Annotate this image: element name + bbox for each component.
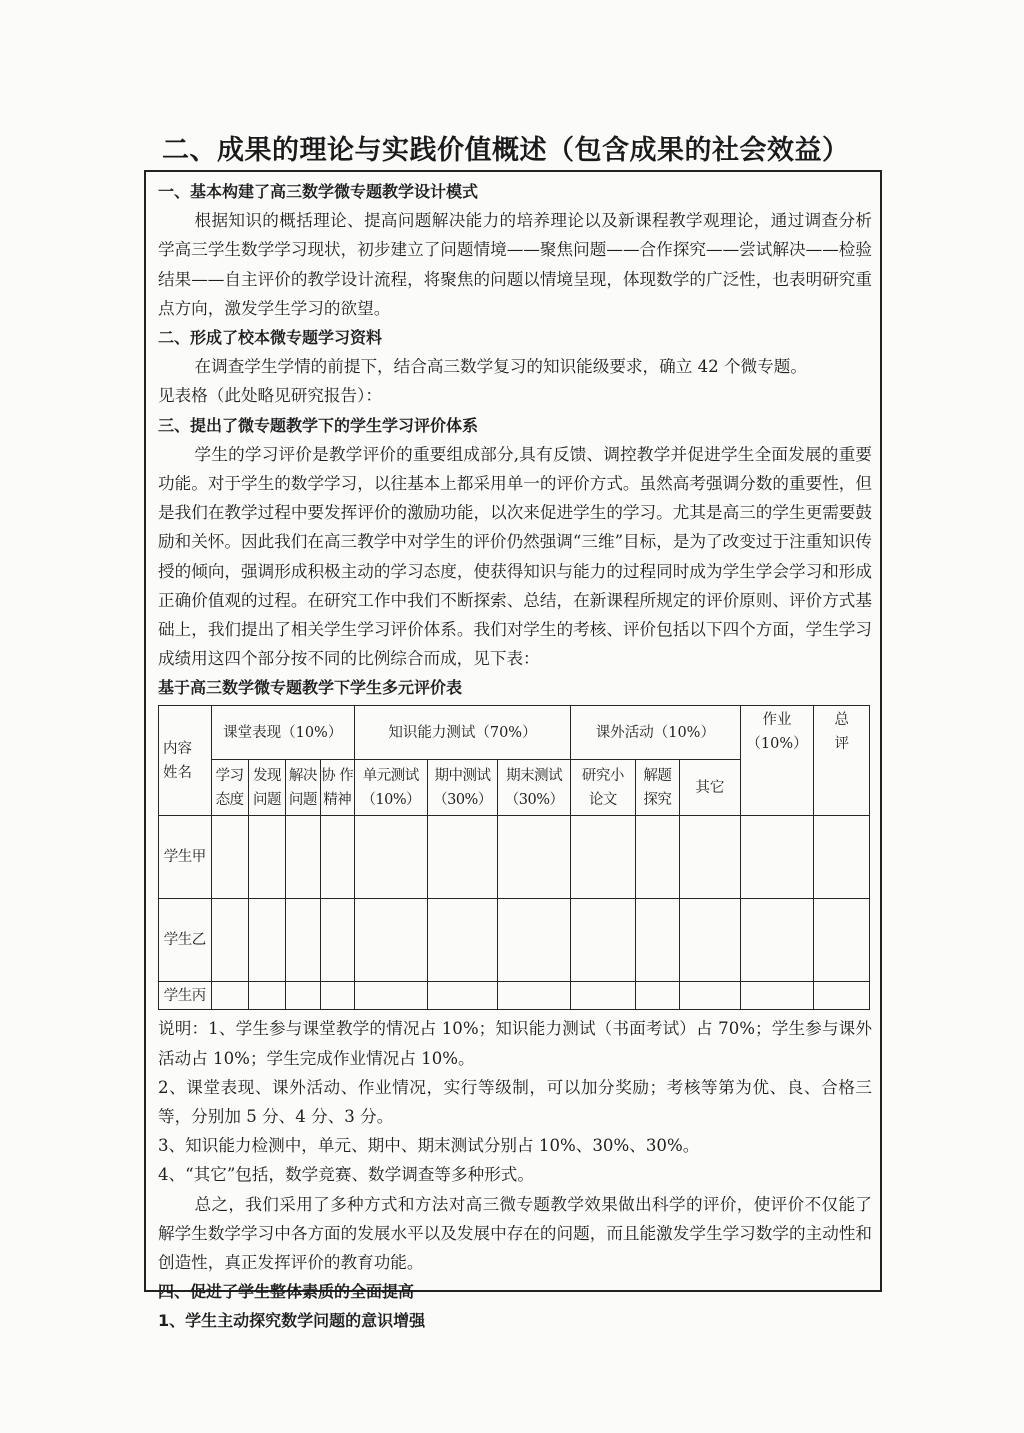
total-line1: 总: [834, 712, 849, 729]
evaluation-table: [158, 705, 870, 1010]
note-2: 2、课堂表现、课外活动、作业情况，实行等级制，可以加分奖励；考核等第为优、良、合格三等，分别加 5 分、4 分、3 分。: [158, 1077, 872, 1127]
page-title: 二、成果的理论与实践价值概述（包含成果的社会效益）: [162, 135, 850, 166]
sub-paper: 研究小 论文: [571, 760, 636, 816]
group-knowledge: 知识能力测试（70%）: [354, 706, 570, 760]
group-extracurricular: 课外活动（10%）: [571, 706, 741, 760]
section4-sub1: 1、学生主动探究数学问题的意识增强: [158, 1311, 426, 1331]
student-name: 学生甲: [159, 816, 212, 899]
sub-unit-test: 单元测试 （10%）: [354, 760, 427, 816]
corner-header: [159, 706, 212, 816]
section2-paragraph: 在调查学生学情的前提下，结合高三数学复习的知识能级要求，确立 42 个微专题。: [194, 357, 807, 377]
group-classroom: 课堂表现（10%）: [211, 706, 354, 760]
table-caption: 基于高三数学微专题教学下学生多元评价表: [158, 678, 463, 698]
sub-midterm: 期中测试 （30%）: [427, 760, 498, 816]
content-body: [158, 177, 872, 1336]
corner-line1: 内容: [163, 740, 192, 757]
corner-line2: 姓名: [163, 764, 192, 781]
section2-heading: 二、形成了校本微专题学习资料: [158, 328, 383, 348]
sub-final: 期末测试 （30%）: [498, 760, 571, 816]
total-header: [814, 706, 870, 816]
section4-heading: 四、促进了学生整体素质的全面提高: [158, 1282, 415, 1302]
table-row: [159, 982, 870, 1010]
sub-discover: 发现 问题: [248, 760, 285, 816]
table-header-row: [159, 706, 870, 760]
section1-heading: 一、基本构建了高三数学微专题教学设计模式: [158, 182, 479, 201]
sub-coop: 协 作 精神: [320, 760, 354, 816]
sub-explore: 解题 探究: [635, 760, 679, 816]
table-row: [159, 899, 870, 982]
student-name: 学生丙: [159, 982, 212, 1010]
section2-note: 见表格（此处略见研究报告）：: [158, 386, 383, 406]
sub-solve: 解决 问题: [286, 760, 320, 816]
notes: [158, 1014, 872, 1277]
summary-paragraph: 总之，我们采用了多种方式和方法对高三微专题教学效果做出科学的评价，使评价不仅能了解学生数学学习中各方面的发展水平以及发展中存在的问题，而且能激发学生学习数学的主动性和创造性，真正发挥评价的教育功能。: [158, 1194, 872, 1273]
homework-header: [740, 706, 814, 816]
section1-paragraph: 根据知识的概括理论、提高问题解决能力的培养理论以及新课程教学观理论，通过调查分析学高三学生数学学习现状，初步建立了问题情境——聚焦问题——合作探究——尝试解决——检验结果——自主评价的教学设计流程，将聚焦的问题以情境呈现，体现数学的广泛性，也表明研究重点方向，激发学生学习的欲望。: [158, 211, 872, 318]
note-1: 说明：1、学生参与课堂教学的情况占 10%；知识能力测试（书面考试）占 70%；学生参与课外活动占 10%；学生完成作业情况占 10%。: [158, 1019, 872, 1068]
section3-heading: 三、提出了微专题教学下的学生学习评价体系: [158, 415, 479, 435]
table-row: [159, 816, 870, 899]
note-4: 4、“其它”包括，数学竞赛、数学调查等多种形式。: [158, 1165, 534, 1185]
section3-paragraph: 学生的学习评价是教学评价的重要组成部分,具有反馈、调控教学并促进学生全面发展的重要功能。对于学生的数学学习，以往基本上都采用单一的评价方式。虽然高考强调分数的重要性，但是我们在教学过程中要发挥评价的激励功能，以次来促进学生的学习。尤其是高三的学生更需要鼓励和关怀。因此我们在高三教学中对学生的评价仍然强调“三维”目标，是为了改变过于注重知识传授的倾向，强调形成积极主动的学习态度，使获得知识与能力的过程同时成为学生学会学习和形成正确价值观的过程。在研究工作中我们不断探索、总结，在新课程所规定的评价原则、评价方式基础上，我们提出了相关学生学习评价体系。我们对学生的考核、评价包括以下四个方面，学生学习成绩用这四个部分按不同的比例综合而成，见下表：: [158, 444, 872, 669]
homework-line2: （10%）: [746, 736, 808, 753]
note-3: 3、知识能力检测中，单元、期中、期末测试分别占 10%、30%、30%。: [158, 1136, 700, 1156]
homework-line1: 作业: [762, 712, 792, 729]
total-line2: 评: [834, 736, 849, 753]
student-name: 学生乙: [159, 899, 212, 982]
sub-attitude: 学习 态度: [211, 760, 248, 816]
sub-other: 其它: [680, 760, 741, 816]
